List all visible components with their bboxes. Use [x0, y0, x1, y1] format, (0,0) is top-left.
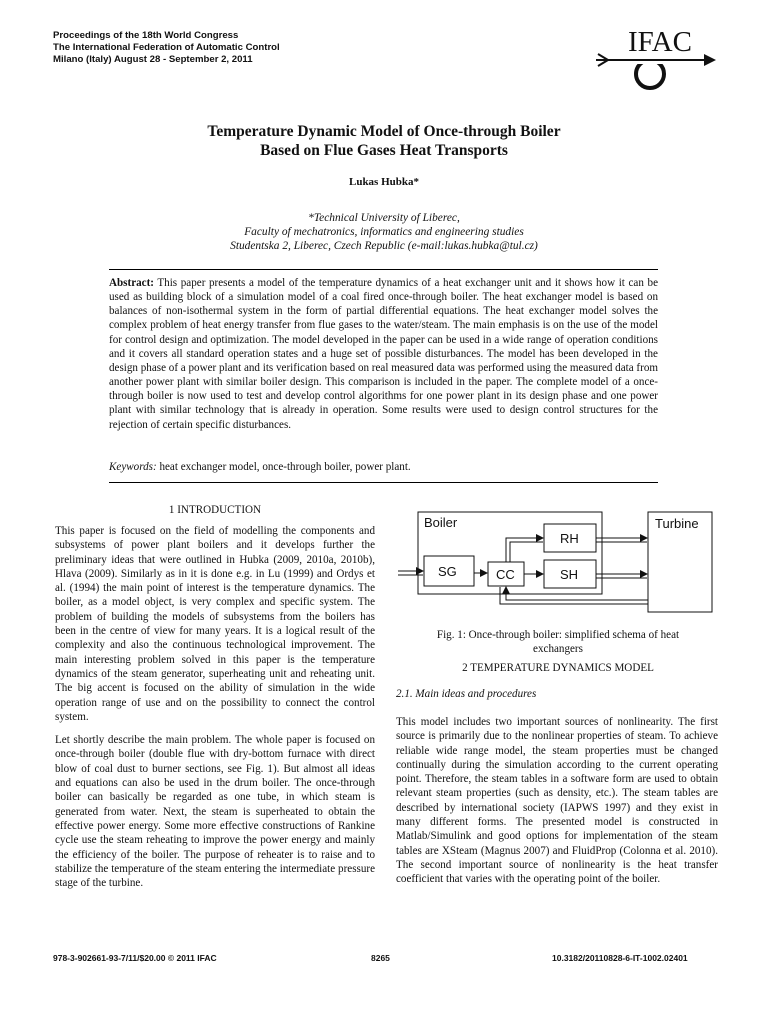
paper-title	[0, 122, 768, 160]
keywords-text: heat exchanger model, once-through boiler, power plant.	[159, 461, 411, 473]
abstract-bottom-rule	[109, 482, 658, 483]
affiliation-line-3: Studentska 2, Liberec, Czech Republic (e-mail:lukas.hubka@tul.cz)	[230, 240, 538, 252]
title-line-2: Based on Flue Gases Heat Transports	[260, 142, 508, 159]
sg-label: SG	[438, 564, 457, 579]
section-1-heading: 1 INTRODUCTION	[168, 504, 262, 516]
affiliation	[0, 211, 768, 253]
abstract-top-rule	[109, 269, 658, 270]
ifac-logo	[592, 24, 720, 100]
abstract	[109, 276, 658, 432]
caption-line-1: Fig. 1: Once-through boiler: simplified schema of heat	[436, 629, 680, 641]
author: Lukas Hubka*	[348, 176, 419, 188]
header-line-3: Milano (Italy) August 28 - September 2, 2011	[53, 54, 253, 65]
sh-label: SH	[560, 567, 579, 582]
footer-isbn: 978-3-902661-93-7/11/$20.00 © 2011 IFAC	[53, 953, 217, 963]
keywords	[109, 461, 658, 473]
intro-paragraph-2: Let shortly describe the main problem. The whole paper is focused on once-through boiler (double flue with dry-bottom furnace with direct blow of coal dust to burner sections, see Fig. 1). But almost all ideas and equations can also be used in the drum boiler. The once-through boiler can basically be regarded as one tube, in which steam is generated from water. Next, the steam is superheated to obtain the effective power energy. Some more effective constructions of Rankine cycle use the steam reheating to improve the power energy and mainly the efficiency of the boiler. The purpose of reheater is to raise and to stabilize the temperature of the steam entering the intermediate pressure stage of the turbine.	[55, 734, 375, 890]
boiler-label: Boiler	[424, 515, 458, 530]
footer-doi: 10.3182/20110828-6-IT-1002.02401	[552, 953, 688, 963]
figure-1-caption	[398, 628, 718, 656]
affiliation-line-1: *Technical University of Liberec,	[308, 212, 460, 224]
header-line-1: Proceedings of the 18th World Congress	[53, 30, 239, 41]
header-line-2: The International Federation of Automatic Control	[53, 42, 280, 53]
caption-line-2: exchangers	[533, 643, 583, 655]
affiliation-line-2: Faculty of mechatronics, informatics and engineering studies	[244, 226, 524, 238]
abstract-label: Abstract:	[109, 277, 154, 289]
footer-page-number: 8265	[371, 953, 390, 963]
boiler-schema-figure	[396, 508, 716, 626]
title-line-1: Temperature Dynamic Model of Once-through Boiler	[207, 123, 561, 140]
turbine-label: Turbine	[655, 516, 699, 531]
left-column	[55, 524, 375, 890]
section-2-paragraph-1: This model includes two important sources of nonlinearity. The first source is primarily due to the nonlinear properties of steam. To achieve reliable wide range model, the steam properties must be changed continually during the simulation according to the current operating point. Therefore, the steam tables in a software form are used to obtain relevant steam properties (such as density, etc.). The steam tables are described by international society (IAPWS 1997) and they exist in many different forms. The presented model is constructed in Matlab/Simulink and good options for implementation of the steam tables are XSteam (Magnus 2007) and FluidProp (Colonna et al. 2010). The second important source of nonlinearity is the heat transfer coefficient that varies with the operating point of the boiler.	[396, 716, 718, 886]
section-2-heading: 2 TEMPERATURE DYNAMICS MODEL	[462, 662, 654, 674]
ifac-logo-text: IFAC	[628, 26, 692, 58]
intro-paragraph-1: This paper is focused on the field of modelling the components and subsystems of power plant boilers and it develops further the preliminary ideas that were outlined in Hubka (2009, 2010a, 2010b), Hlava (2009). Similarly as in it is done e.g. in Lu (1999) and Ordys et al. (1994) the main point of interest is the temperature dynamics. The boiler, as a model object, is very complex and specific system. The problem of building the models of subsystems from the boilers has been in the centre of view for many years. It is a logical result of the complexity and also the continuous technological improvement. The main interesting problem solved in this paper is the temperature dynamics of the steam generator, superheating unit and reheating unit. The big accent is focused on the ability of simulation in the wide operation range of use and on the possibility to connect the control system.	[55, 525, 375, 723]
keywords-label: Keywords:	[109, 461, 157, 473]
abstract-text: This paper presents a model of the temperature dynamics of a heat exchanger unit and it shows how it can be used as building block of a simulation model of a coal fired once-through boiler. The heat exchanger model is based on balances of non-isothermal system in the form of partial differential equations. The heat exchanger model solves the complex problem of heat energy transfer from flue gases to the water/steam. The main emphasis is on the use of the model for control design and optimization. The model developed in the paper can be used in a wide range of operation conditions and it covers all standard operation states and a huge set of possible disturbances. The model has been developed in the design phase of a power plant and its verification based on real measured data was performed using the measured data from another power plant with similar boiler design. This comparison is included in the paper. The complete model of a once-through boiler is now used to test and develop control algorithms for one power plant in its design phase and one power plant with similar technology that is already in operation. Some results were used to design control structures for the rejection of certain specific disturbances.	[109, 277, 658, 431]
proceedings-header	[53, 30, 280, 66]
right-column	[396, 715, 718, 887]
rh-label: RH	[560, 531, 579, 546]
cc-label: CC	[496, 567, 515, 582]
subsection-2-1-heading: 2.1. Main ideas and procedures	[396, 688, 537, 700]
